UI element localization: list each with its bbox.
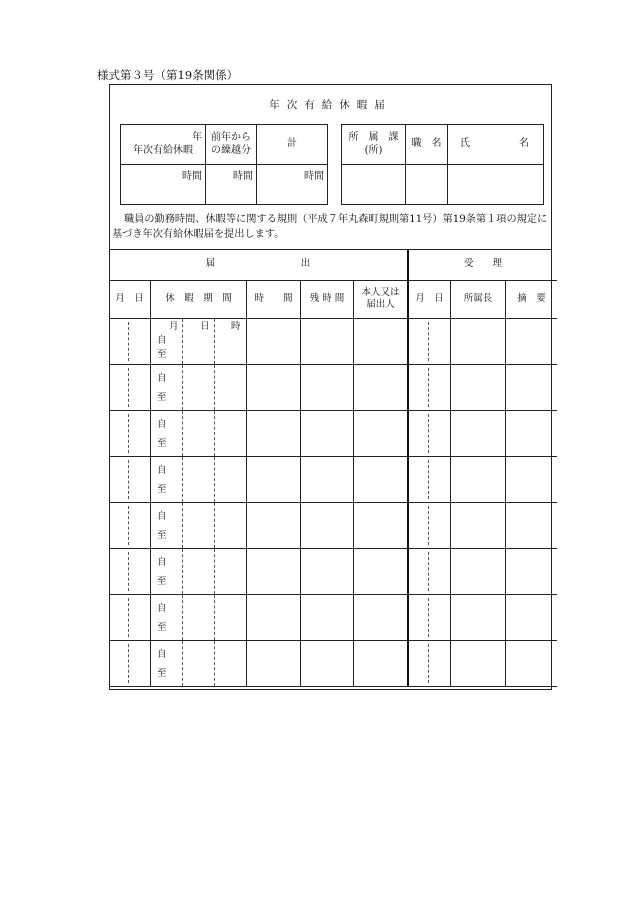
col-hours: 時 間	[247, 280, 301, 318]
col-applicant	[354, 280, 409, 318]
manager-cell[interactable]	[451, 318, 506, 364]
to-label: 至	[157, 391, 167, 403]
date-divider	[128, 368, 129, 407]
annual-leave-hours-cell[interactable]	[121, 165, 206, 205]
receipt-date-cell[interactable]	[408, 548, 451, 594]
from-label: 自	[157, 334, 167, 346]
receipt-date-divider	[428, 414, 429, 453]
receipt-date-divider	[428, 644, 429, 683]
position-header-cell: 職 名	[406, 125, 448, 165]
from-label: 自	[157, 556, 167, 568]
date-divider	[128, 460, 129, 499]
remarks-cell[interactable]	[506, 364, 558, 410]
department-header-cell	[342, 125, 406, 165]
table-row	[109, 548, 557, 594]
hours-cell[interactable]	[247, 410, 301, 456]
receipt-date-cell[interactable]	[408, 594, 451, 640]
remarks-cell[interactable]	[506, 640, 558, 686]
remaining-hours-cell[interactable]	[301, 502, 354, 548]
total-hours-cell[interactable]	[257, 165, 328, 205]
period-cell[interactable]	[151, 456, 247, 502]
period-divider	[214, 411, 215, 456]
remaining-hours-cell[interactable]	[301, 410, 354, 456]
from-label: 自	[157, 602, 167, 614]
from-label: 自	[157, 510, 167, 522]
date-divider	[128, 598, 129, 637]
leave-request-table	[109, 249, 557, 687]
applicant-cell[interactable]	[354, 502, 409, 548]
manager-cell[interactable]	[451, 410, 506, 456]
remarks-cell[interactable]	[506, 502, 558, 548]
applicant-label-bottom: 届出人	[366, 299, 395, 310]
hours-cell[interactable]	[247, 594, 301, 640]
manager-cell[interactable]	[451, 456, 506, 502]
annual-leave-header-cell	[121, 125, 206, 165]
col-receipt-month-day: 月 日	[408, 280, 451, 318]
receipt-date-cell[interactable]	[408, 456, 451, 502]
to-label: 至	[157, 483, 167, 495]
remaining-hours-cell[interactable]	[301, 456, 354, 502]
receipt-date-cell[interactable]	[408, 640, 451, 686]
leave-summary-table	[120, 124, 328, 205]
period-cell[interactable]	[151, 594, 247, 640]
period-cell[interactable]	[151, 502, 247, 548]
period-divider	[182, 457, 183, 502]
receipt-date-divider	[428, 322, 429, 361]
table-row	[109, 456, 557, 502]
to-label: 至	[157, 348, 167, 360]
regulation-paragraph: 職員の勤務時間、休暇等に関する規則（平成７年丸森町規則第11号）第19条第１項の規定に基づき年次有給休暇届を提出します。	[112, 214, 548, 241]
period-sub-header	[151, 321, 246, 333]
period-divider	[214, 595, 215, 640]
period-divider	[182, 411, 183, 456]
from-label: 自	[157, 372, 167, 384]
manager-cell[interactable]	[451, 548, 506, 594]
form-title: 年次有給休暇届	[269, 99, 392, 111]
remarks-cell[interactable]	[506, 456, 558, 502]
applicant-cell[interactable]	[354, 640, 409, 686]
hours-unit: 時間	[233, 171, 253, 182]
carryover-label-bottom: の繰越分	[211, 144, 251, 156]
applicant-cell[interactable]	[354, 548, 409, 594]
receipt-date-cell[interactable]	[408, 502, 451, 548]
carryover-label-top: 前年から	[211, 132, 251, 143]
name-label-given: 名	[519, 138, 529, 150]
remaining-hours-cell[interactable]	[301, 364, 354, 410]
period-cell[interactable]	[151, 410, 247, 456]
department-label-sub: (所)	[364, 144, 383, 156]
carryover-header-cell	[206, 125, 257, 165]
receipt-date-cell[interactable]	[408, 318, 451, 364]
period-divider	[214, 319, 215, 364]
from-label: 自	[157, 464, 167, 476]
date-cell[interactable]	[109, 640, 151, 686]
period-divider	[214, 549, 215, 594]
manager-cell[interactable]	[451, 364, 506, 410]
remaining-hours-cell[interactable]	[301, 594, 354, 640]
manager-cell[interactable]	[451, 640, 506, 686]
to-label: 至	[157, 529, 167, 541]
date-cell[interactable]	[109, 318, 151, 364]
receipt-date-divider	[428, 368, 429, 407]
period-cell[interactable]	[151, 318, 247, 364]
period-cell[interactable]	[151, 548, 247, 594]
applicant-cell[interactable]	[354, 410, 409, 456]
to-label: 至	[157, 437, 167, 449]
date-cell[interactable]	[109, 364, 151, 410]
receipt-section-header: 受 理	[408, 249, 557, 280]
date-divider	[128, 644, 129, 683]
to-label: 至	[157, 621, 167, 633]
position-value-cell[interactable]	[406, 165, 448, 205]
date-divider	[128, 414, 129, 453]
period-divider	[214, 457, 215, 502]
receipt-date-divider	[428, 460, 429, 499]
hours-cell[interactable]	[247, 318, 301, 364]
period-divider	[214, 641, 215, 686]
receipt-date-divider	[428, 552, 429, 591]
sub-day-label: 日	[200, 320, 210, 332]
col-leave-period: 休 暇 期 間	[151, 280, 247, 318]
notification-section-header: 届 出	[109, 249, 408, 280]
table-row	[109, 594, 557, 640]
remaining-hours-cell[interactable]	[301, 640, 354, 686]
receipt-date-divider	[428, 506, 429, 545]
remarks-cell[interactable]	[506, 410, 558, 456]
date-cell[interactable]	[109, 594, 151, 640]
remarks-cell[interactable]	[506, 594, 558, 640]
name-header-cell	[448, 125, 544, 165]
sub-month-label: 月	[169, 320, 179, 332]
total-header-cell: 計	[257, 125, 328, 165]
from-label: 自	[157, 418, 167, 430]
department-label: 所 属 課	[348, 132, 399, 143]
period-divider	[182, 503, 183, 548]
name-value-cell[interactable]	[448, 165, 544, 205]
col-manager: 所属長	[451, 280, 506, 318]
table-row	[109, 502, 557, 548]
to-label: 至	[157, 575, 167, 587]
period-divider	[182, 319, 183, 364]
applicant-cell[interactable]	[354, 456, 409, 502]
date-cell[interactable]	[109, 410, 151, 456]
table-row	[109, 364, 557, 410]
period-divider	[182, 365, 183, 410]
date-divider	[128, 506, 129, 545]
annual-leave-label: 年次有給休暇	[133, 144, 193, 156]
hours-cell[interactable]	[247, 456, 301, 502]
hours-cell[interactable]	[247, 502, 301, 548]
carryover-hours-cell[interactable]	[206, 165, 257, 205]
hours-cell[interactable]	[247, 548, 301, 594]
date-cell[interactable]	[109, 502, 151, 548]
applicant-label-top: 本人又は	[361, 287, 400, 299]
date-divider	[128, 322, 129, 361]
year-label: 年	[192, 132, 202, 143]
col-remaining-hours: 残 時 間	[301, 280, 354, 318]
hours-unit: 時間	[182, 171, 202, 182]
remaining-hours-cell[interactable]	[301, 318, 354, 364]
applicant-cell[interactable]	[354, 594, 409, 640]
affiliation-table	[341, 124, 544, 205]
applicant-cell[interactable]	[354, 364, 409, 410]
manager-cell[interactable]	[451, 502, 506, 548]
form-number-label: 様式第３号（第19条関係）	[97, 68, 239, 82]
to-label: 至	[157, 667, 167, 679]
period-divider	[214, 365, 215, 410]
receipt-date-cell[interactable]	[408, 410, 451, 456]
remarks-cell[interactable]	[506, 318, 558, 364]
date-divider	[128, 552, 129, 591]
date-cell[interactable]	[109, 456, 151, 502]
from-label: 自	[157, 648, 167, 660]
col-remarks: 摘 要	[506, 280, 558, 318]
sub-hour-label: 時	[231, 320, 241, 332]
department-value-cell[interactable]	[342, 165, 406, 205]
col-month-day: 月 日	[109, 280, 151, 318]
period-divider	[182, 641, 183, 686]
remarks-cell[interactable]	[506, 548, 558, 594]
receipt-date-divider	[428, 598, 429, 637]
period-divider	[182, 549, 183, 594]
name-label-family: 氏	[460, 138, 470, 150]
period-divider	[182, 595, 183, 640]
table-row	[109, 640, 557, 686]
remaining-hours-cell[interactable]	[301, 548, 354, 594]
hours-unit: 時間	[304, 171, 324, 182]
hours-cell[interactable]	[247, 364, 301, 410]
period-cell[interactable]	[151, 640, 247, 686]
period-divider	[214, 503, 215, 548]
table-row	[109, 410, 557, 456]
manager-cell[interactable]	[451, 594, 506, 640]
period-cell[interactable]	[151, 364, 247, 410]
hours-cell[interactable]	[247, 640, 301, 686]
date-cell[interactable]	[109, 548, 151, 594]
table-row	[109, 318, 557, 364]
applicant-cell[interactable]	[354, 318, 409, 364]
receipt-date-cell[interactable]	[408, 364, 451, 410]
